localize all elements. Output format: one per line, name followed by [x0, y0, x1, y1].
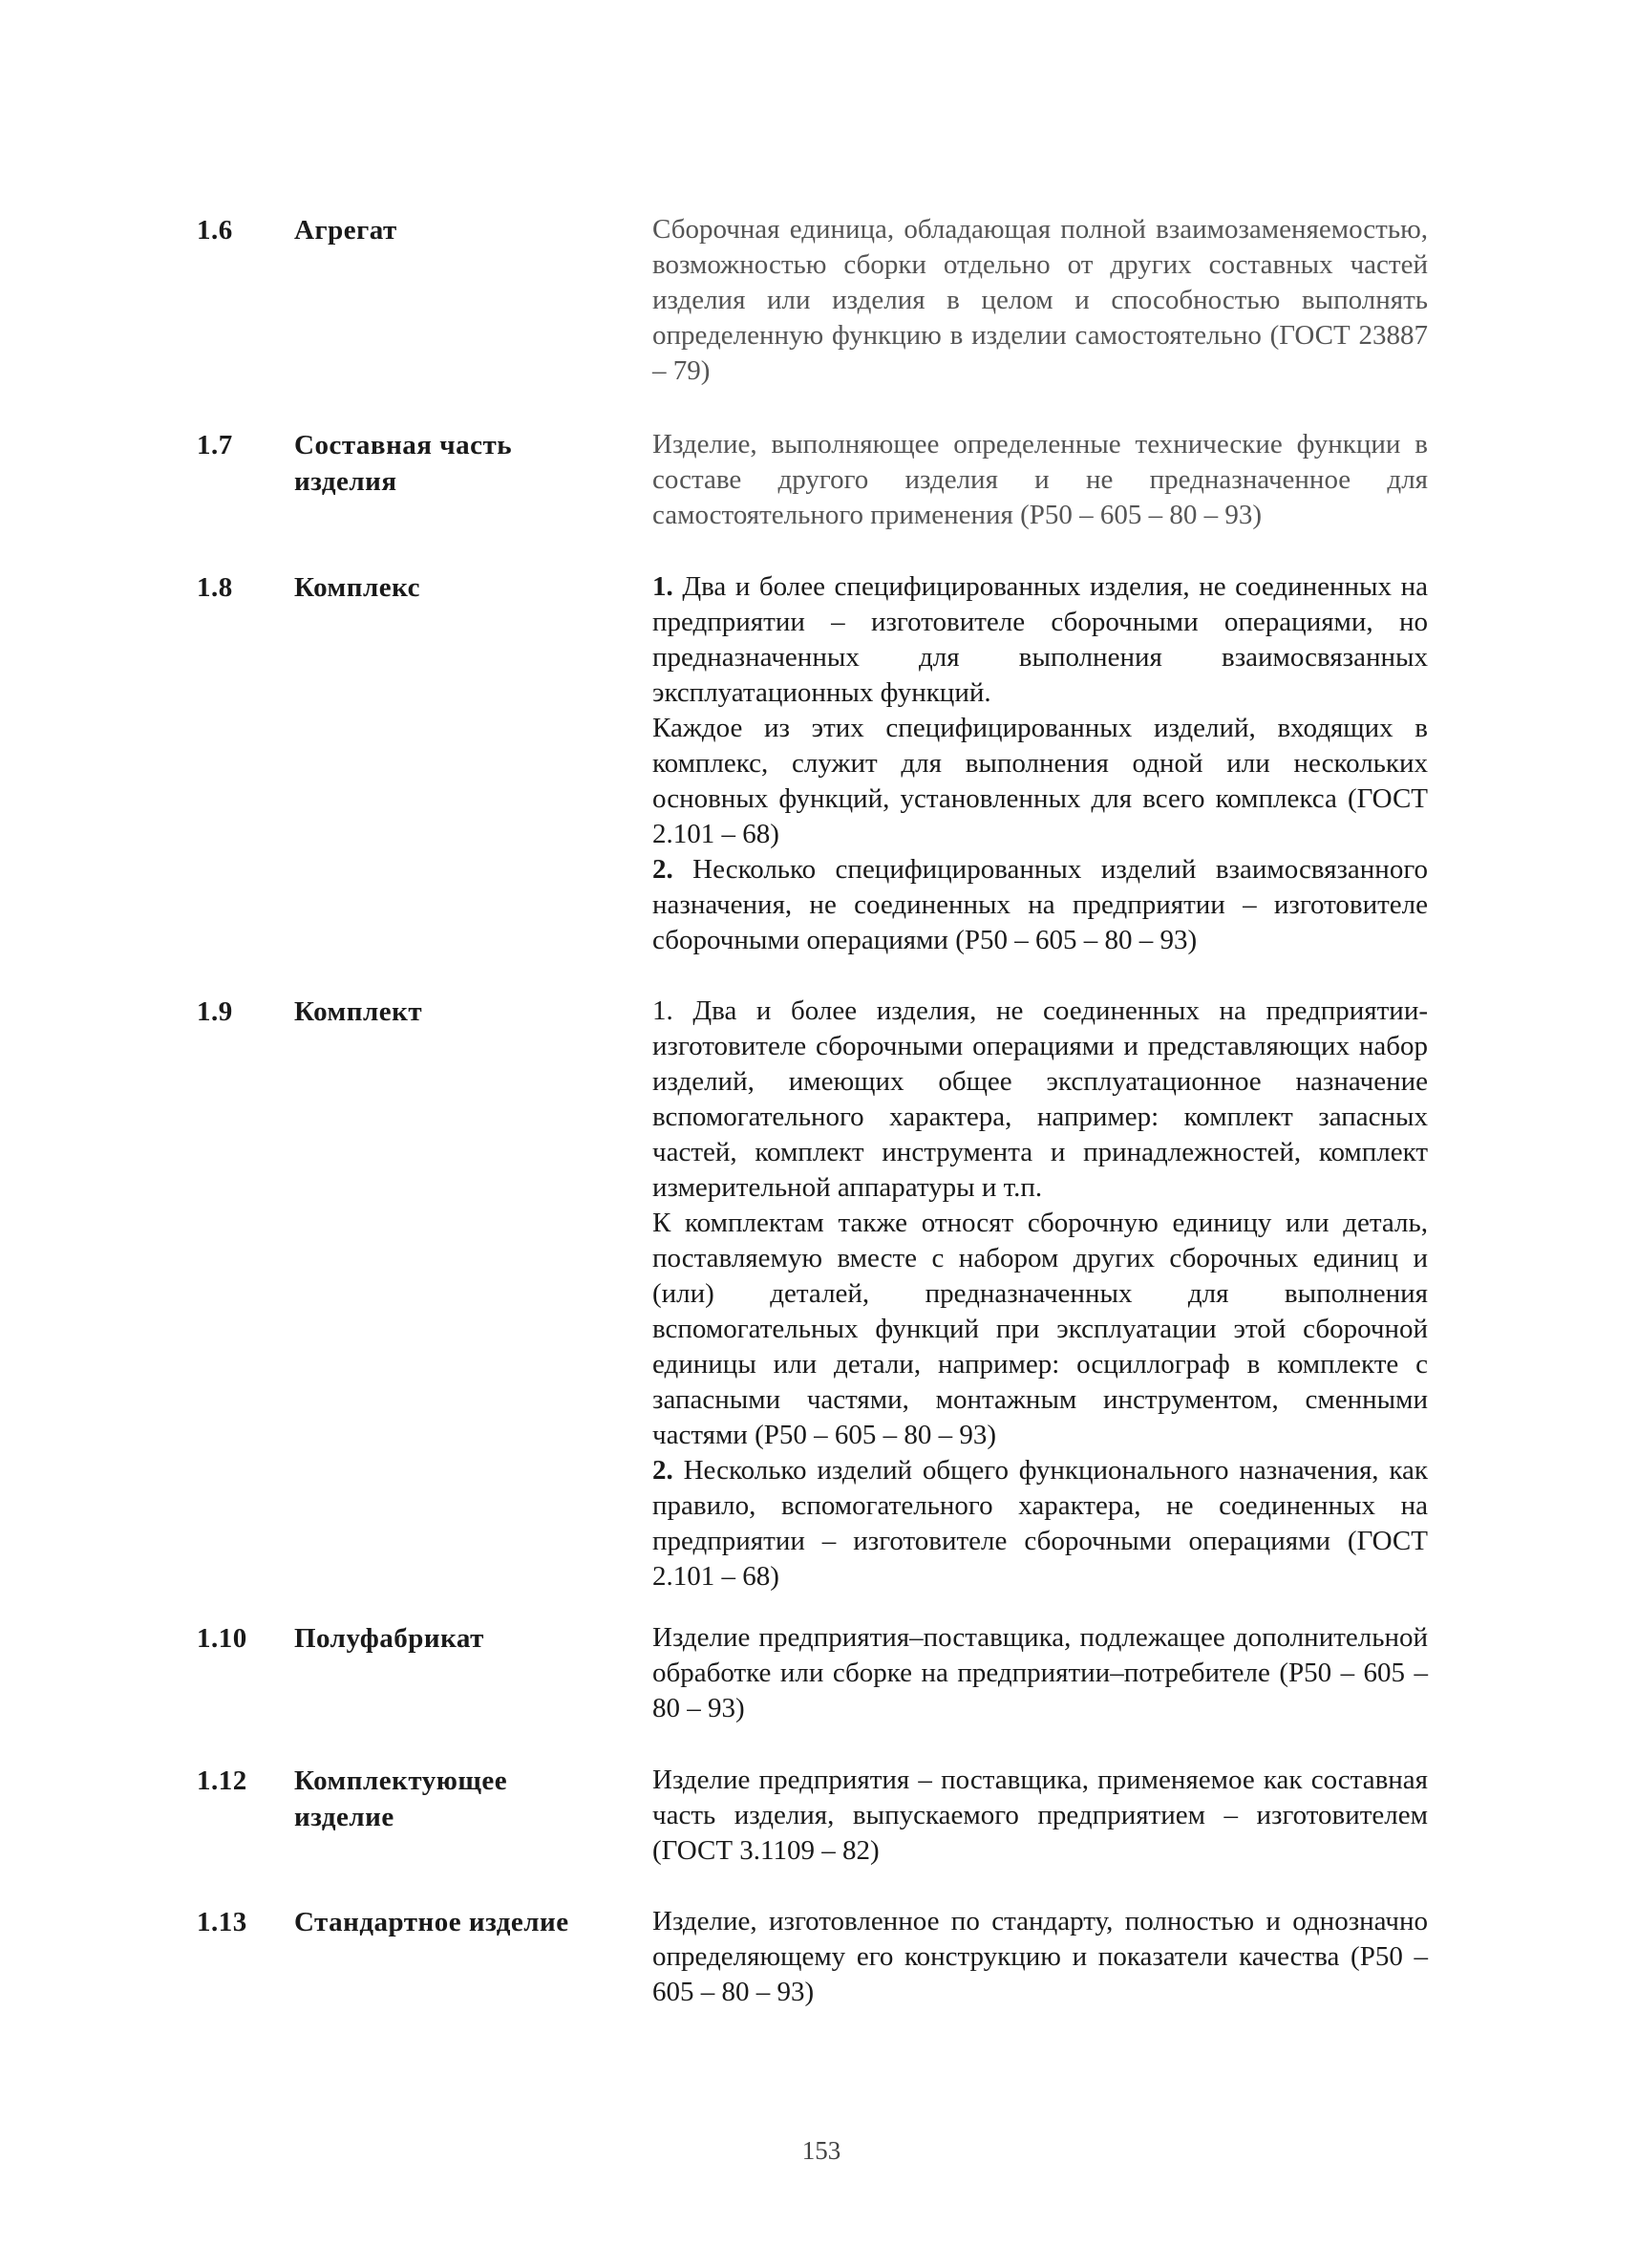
term-definition [652, 1904, 1428, 2010]
definition-paragraph-3 [652, 1453, 1428, 1594]
page-number: 153 [801, 2136, 841, 2165]
term-definition [652, 1763, 1428, 1869]
definition-text: Два и более изделия, не соединенных на предприятии-изготовителе сборочными операциями и представляющих набор изделий, имеющих общее эксплуатационное назначение вспомогательного характера, например: комплект запасных частей, комплект инструмента и принадлежностей, комплект измерительной аппаратуры и т.п. [652, 995, 1428, 1203]
definition-paragraph-1 [652, 569, 1428, 711]
definition-text: Два и более специфицированных изделия, не соединенных на предприятии – изготовителе сборочными операциями, но предназначенных для выполнения взаимосвязанных эксплуатационных функций. [652, 571, 1428, 708]
paragraph-number: 2. [652, 854, 673, 885]
paragraph-number: 2. [652, 1455, 673, 1486]
paragraph-number: 1. [652, 995, 673, 1026]
definition-text: Изделие, выполняющее определенные технические функции в составе другого изделия и не предназначенное для самостоятельного применения (Р50 – 605 – 80 – 93) [652, 429, 1428, 530]
definition-text: Несколько изделий общего функционального назначения, как правило, вспомогательного характера, не соединенных на предприятии – изготовителе сборочными операциями (ГОСТ 2.101 – 68) [652, 1455, 1428, 1592]
definition-text: Изделие предприятия–поставщика, подлежащее дополнительной обработке или сборке на предприятии–потребителе (Р50 – 605 – 80 – 93) [652, 1622, 1428, 1723]
definition-paragraph-2: Каждое из этих специфицированных изделий, входящих в комплекс, служит для выполнения одной или нескольких основных функций, установленных для всего комплекса (ГОСТ 2.101 – 68) [652, 713, 1428, 849]
clause-number: 1.8 [197, 572, 233, 603]
definition-text: Несколько специфицированных изделий взаимосвязанного назначения, не соединенных на предприятии – изготовителе сборочными операциями (Р50 – 605 – 80 – 93) [652, 854, 1428, 955]
definition-paragraph-1 [652, 994, 1428, 1206]
definition-paragraph-3 [652, 852, 1428, 958]
definition-text: Изделие предприятия – поставщика, применяемое как составная часть изделия, выпускаемого предприятием – изготовителем (ГОСТ 3.1109 – 82) [652, 1765, 1428, 1866]
term-name: Агрегат [294, 215, 397, 246]
term-definition [652, 569, 1428, 958]
term-name: Комплекс [294, 572, 420, 603]
definition-text: Изделие, изготовленное по стандарту, полностью и однозначно определяющему его конструкцию и показатели качества (Р50 – 605 – 80 – 93) [652, 1906, 1428, 2007]
term-definition [652, 1620, 1428, 1726]
clause-number: 1.7 [197, 430, 233, 460]
term-definition [652, 994, 1428, 1594]
paragraph-number: 1. [652, 571, 673, 602]
term-name: Комплектующее изделие [294, 1765, 508, 1832]
clause-number: 1.13 [197, 1907, 247, 1937]
term-definition [652, 212, 1428, 389]
term-name: Составная часть изделия [294, 430, 513, 497]
term-name: Комплект [294, 996, 423, 1027]
clause-number: 1.12 [197, 1765, 247, 1796]
definition-text: Сборочная единица, обладающая полной взаимозаменяемостью, возможностью сборки отдельно от других составных частей изделия или изделия в целом и способностью выполнять определенную функцию в изделии самостоятельно (ГОСТ 23887 – 79) [652, 214, 1428, 386]
term-name: Полуфабрикат [294, 1623, 484, 1654]
clause-number: 1.9 [197, 996, 233, 1027]
term-definition [652, 427, 1428, 533]
clause-number: 1.10 [197, 1623, 247, 1654]
clause-number: 1.6 [197, 215, 233, 246]
definition-paragraph-2: К комплектам также относят сборочную единицу или деталь, поставляемую вместе с набором других сборочных единиц и (или) деталей, предназначенных для выполнения вспомогательных функций при эксплуатации этой сборочной единицы или детали, например: осциллограф в комплекте с запасными частями, монтажным инструментом, сменными частями (Р50 – 605 – 80 – 93) [652, 1208, 1428, 1450]
term-name: Стандартное изделие [294, 1907, 569, 1937]
